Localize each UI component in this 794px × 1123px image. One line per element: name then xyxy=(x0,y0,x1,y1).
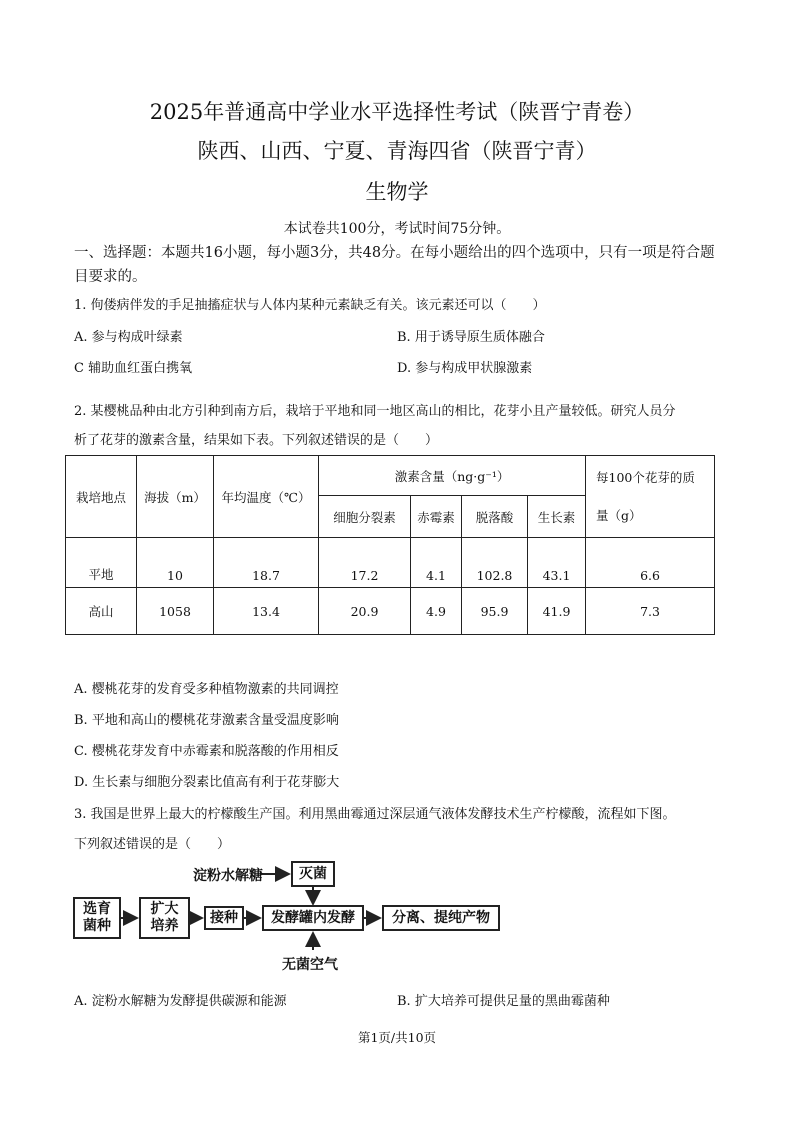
cell-abscisic-acid: 95.9 xyxy=(462,588,528,635)
q2-option-a: A. 樱桃花芽的发育受多种植物激素的共同调控 xyxy=(74,682,339,697)
citric-acid-flowchart xyxy=(73,857,503,977)
header-abscisic-acid: 脱落酸 xyxy=(462,496,528,538)
cell-temperature: 18.7 xyxy=(214,538,319,588)
cell-location: 平地 xyxy=(66,538,137,588)
q1-stem: 1. 佝偻病伴发的手足抽搐症状与人体内某种元素缺乏有关。该元素还可以（ ） xyxy=(74,298,546,313)
q2-stem-line2: 析了花芽的激素含量，结果如下表。下列叙述错误的是（ ） xyxy=(74,433,439,448)
expand-culture-line2: 培养 xyxy=(150,918,179,934)
header-hormone-content: 激素含量（ng·g⁻¹） xyxy=(319,456,586,496)
header-cytokinin: 细胞分裂素 xyxy=(319,496,411,538)
q1-option-a: A. 参与构成叶绿素 xyxy=(74,330,183,345)
header-gibberellin: 赤霉素 xyxy=(411,496,462,538)
q2-option-c: C. 樱桃花芽发育中赤霉素和脱落酸的作用相反 xyxy=(74,744,339,759)
cell-gibberellin: 4.9 xyxy=(411,588,462,635)
subject-title: 生物学 xyxy=(365,180,429,204)
expand-culture-box xyxy=(139,897,190,939)
q1-option-d: D. 参与构成甲状腺激素 xyxy=(397,361,533,376)
header-location: 栽培地点 xyxy=(66,456,137,538)
q2-option-b: B. 平地和高山的樱桃花芽激素含量受温度影响 xyxy=(74,713,339,728)
sterilize-box: 灭菌 xyxy=(291,861,335,887)
q2-option-d: D. 生长素与细胞分裂素比值高有利于花芽膨大 xyxy=(74,775,340,790)
cell-auxin: 43.1 xyxy=(528,538,586,588)
separation-box: 分离、提纯产物 xyxy=(382,905,500,931)
q3-stem-line1: 3. 我国是世界上最大的柠檬酸生产国。利用黑曲霉通过深层通气液体发酵技术生产柠檬酸，流程如下图。 xyxy=(74,807,676,822)
cell-cytokinin: 17.2 xyxy=(319,538,411,588)
select-strain-line1: 选育 xyxy=(83,901,111,917)
cell-gibberellin: 4.1 xyxy=(411,538,462,588)
select-strain-line2: 菌种 xyxy=(83,918,111,934)
table-row xyxy=(66,538,715,588)
cell-temperature: 13.4 xyxy=(214,588,319,635)
sterile-air-label: 无菌空气 xyxy=(282,957,338,973)
q3-option-b: B. 扩大培养可提供足量的黑曲霉菌种 xyxy=(397,994,610,1009)
section-header: 一、选择题：本题共16小题，每小题3分，共48分。在每小题给出的四个选项中，只有一项是符合题目要求的。 xyxy=(74,245,715,285)
hormone-table xyxy=(65,455,715,635)
select-strain-box xyxy=(73,897,121,939)
inoculate-box: 接种 xyxy=(204,906,244,930)
header-altitude: 海拔（m） xyxy=(137,456,214,538)
cell-bud-mass: 6.6 xyxy=(586,538,715,588)
exam-info: 本试卷共100分，考试时间75分钟。 xyxy=(283,221,511,237)
starch-hydrolysate-label: 淀粉水解糖 xyxy=(193,868,263,884)
expand-culture-line1: 扩大 xyxy=(150,901,179,917)
header-auxin: 生长素 xyxy=(528,496,586,538)
page-footer: 第1页/共10页 xyxy=(357,1030,437,1045)
cell-cytokinin: 20.9 xyxy=(319,588,411,635)
table-row xyxy=(66,588,715,635)
header-bud-mass-line2: 量（g） xyxy=(596,507,642,523)
exam-subtitle: 陕西、山西、宁夏、青海四省（陕晋宁青） xyxy=(197,139,597,163)
q1-option-b: B. 用于诱导原生质体融合 xyxy=(397,330,545,345)
q3-option-a: A. 淀粉水解糖为发酵提供碳源和能源 xyxy=(74,994,287,1009)
q1-option-c: C 辅助血红蛋白携氧 xyxy=(74,361,193,376)
cell-altitude: 1058 xyxy=(137,588,214,635)
cell-altitude: 10 xyxy=(137,538,214,588)
cell-abscisic-acid: 102.8 xyxy=(462,538,528,588)
q3-stem-line2: 下列叙述错误的是（ ） xyxy=(74,837,231,852)
cell-bud-mass: 7.3 xyxy=(586,588,715,635)
cell-auxin: 41.9 xyxy=(528,588,586,635)
q2-stem-line1: 2. 某樱桃品种由北方引种到南方后，栽培于平地和同一地区高山的相比，花芽小且产量较低。研究人员分 xyxy=(74,404,676,419)
header-bud-mass xyxy=(586,456,715,538)
exam-title: 2025年普通高中学业水平选择性考试（陕晋宁青卷） xyxy=(149,100,645,124)
cell-location: 高山 xyxy=(66,588,137,635)
header-temperature: 年均温度（℃） xyxy=(214,456,319,538)
header-bud-mass-line1: 每100个花芽的质 xyxy=(596,469,695,485)
fermentation-box: 发酵罐内发酵 xyxy=(262,905,364,931)
